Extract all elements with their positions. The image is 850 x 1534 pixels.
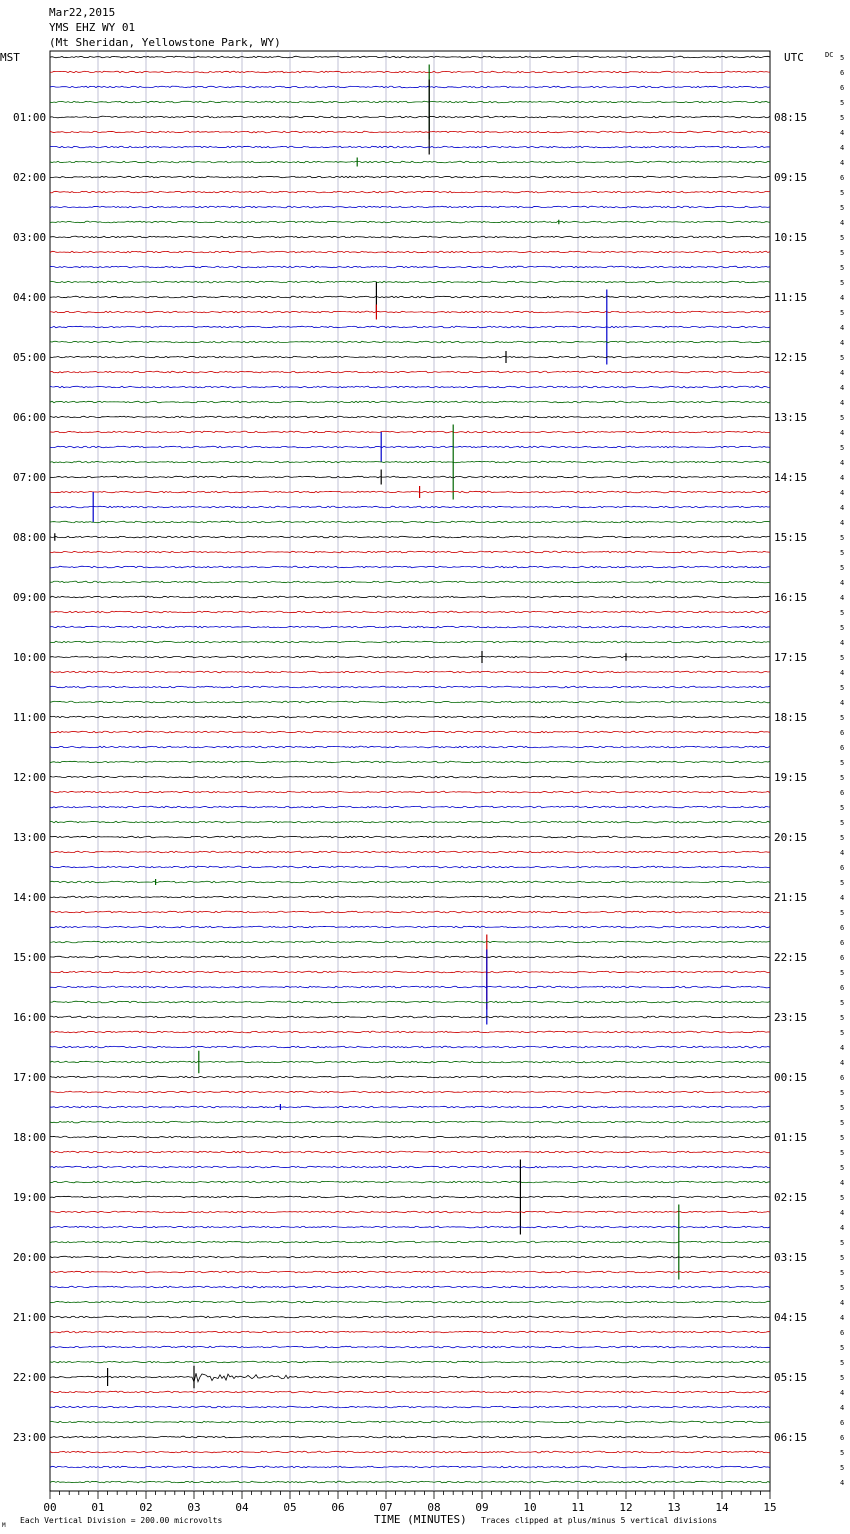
x-tick-label: 08 xyxy=(427,1501,441,1514)
dc-offset-label: 4 xyxy=(840,894,845,902)
dc-offset-label: 5 xyxy=(840,1464,845,1472)
trace-row xyxy=(50,971,770,973)
trace-row xyxy=(50,836,770,838)
trace-row xyxy=(50,1301,770,1303)
x-tick-label: 06 xyxy=(331,1501,345,1514)
left-hour-label: 12:00 xyxy=(13,771,47,784)
dc-offset-label: 6 xyxy=(840,84,845,92)
left-hour-label: 02:00 xyxy=(13,171,47,184)
dc-offset-label: 5 xyxy=(840,234,845,242)
right-hour-label: 00:15 xyxy=(774,1071,808,1084)
dc-offset-label: 5 xyxy=(840,1449,845,1457)
x-tick-label: 00 xyxy=(43,1501,57,1514)
trace-row xyxy=(50,866,770,868)
dc-offset-label: 4 xyxy=(840,669,845,677)
trace-row xyxy=(50,356,770,358)
trace-row xyxy=(50,1346,770,1348)
x-tick-label: 12 xyxy=(619,1501,633,1514)
trace-row xyxy=(50,911,770,913)
trace-row xyxy=(50,1001,770,1003)
dc-offset-label: 4 xyxy=(840,369,845,377)
left-hour-label: 08:00 xyxy=(13,531,47,544)
trace-row xyxy=(50,1076,770,1078)
dc-offset-label: 5 xyxy=(840,1284,845,1292)
trace-row xyxy=(50,296,770,298)
trace-row xyxy=(50,191,770,193)
dc-offset-label: 4 xyxy=(840,474,845,482)
trace-row xyxy=(50,446,770,448)
dc-offset-label: 5 xyxy=(840,999,845,1007)
station-label: YMS EHZ WY 01 xyxy=(49,21,136,34)
dc-offset-label: 6 xyxy=(840,174,845,182)
trace-row xyxy=(50,251,770,253)
trace-row xyxy=(50,776,770,778)
dc-offset-label: 4 xyxy=(840,1209,845,1217)
trace-row xyxy=(50,266,770,268)
dc-offset-label: 6 xyxy=(840,1329,845,1337)
trace-row xyxy=(50,131,770,133)
trace-row xyxy=(50,86,770,88)
left-hour-label: 18:00 xyxy=(13,1131,47,1144)
x-tick-label: 02 xyxy=(139,1501,153,1514)
x-tick-label: 05 xyxy=(283,1501,297,1514)
dc-offset-label: 4 xyxy=(840,849,845,857)
dc-offset-label: 4 xyxy=(840,1404,845,1412)
dc-offset-label: 5 xyxy=(840,609,845,617)
right-hour-label: 05:15 xyxy=(774,1371,808,1384)
trace-row xyxy=(50,761,770,763)
dc-offset-label: 4 xyxy=(840,429,845,437)
trace-row xyxy=(50,386,770,388)
x-axis-title: TIME (MINUTES) xyxy=(374,1513,467,1526)
trace-row xyxy=(50,176,770,178)
trace-row xyxy=(50,1421,770,1423)
trace-row xyxy=(50,1181,770,1183)
left-hour-label: 04:00 xyxy=(13,291,47,304)
trace-row xyxy=(50,1361,770,1363)
dc-offset-label: 5 xyxy=(840,1119,845,1127)
dc-offset-label: 5 xyxy=(840,684,845,692)
dc-offset-label: 4 xyxy=(840,1059,845,1067)
trace-row xyxy=(50,941,770,943)
trace-row xyxy=(50,371,770,373)
trace-row xyxy=(50,236,770,238)
trace-row xyxy=(50,461,770,463)
trace-row xyxy=(50,56,770,58)
right-hour-label: 23:15 xyxy=(774,1011,808,1024)
trace-row xyxy=(50,671,770,673)
right-hour-label: 17:15 xyxy=(774,651,808,664)
trace-row xyxy=(50,536,770,538)
dc-offset-label: 5 xyxy=(840,264,845,272)
right-hour-label: 18:15 xyxy=(774,711,808,724)
left-hour-label: 01:00 xyxy=(13,111,47,124)
right-hour-label: 06:15 xyxy=(774,1431,808,1444)
dc-offset-label: 5 xyxy=(840,1374,845,1382)
x-tick-label: 10 xyxy=(523,1501,537,1514)
left-hour-label: 15:00 xyxy=(13,951,47,964)
left-hour-label: 03:00 xyxy=(13,231,47,244)
right-hour-label: 08:15 xyxy=(774,111,808,124)
dc-offset-label: 4 xyxy=(840,459,845,467)
trace-row xyxy=(50,491,770,493)
dc-offset-label: 4 xyxy=(840,339,845,347)
trace-row xyxy=(50,161,770,163)
dc-offset-label: 5 xyxy=(840,204,845,212)
dc-offset-label: 5 xyxy=(840,534,845,542)
trace-row xyxy=(50,926,770,928)
trace-row xyxy=(50,1151,770,1153)
trace-row xyxy=(50,1286,770,1288)
dc-offset-label: 4 xyxy=(840,324,845,332)
x-tick-label: 15 xyxy=(763,1501,777,1514)
trace-row xyxy=(50,1121,770,1123)
right-hour-label: 09:15 xyxy=(774,171,808,184)
trace-row xyxy=(50,896,770,898)
x-tick-label: 14 xyxy=(715,1501,729,1514)
right-hour-label: 13:15 xyxy=(774,411,808,424)
dc-offset-label: 6 xyxy=(840,744,845,752)
left-hour-label: 05:00 xyxy=(13,351,47,364)
trace-row xyxy=(50,851,770,853)
dc-offset-label: 5 xyxy=(840,879,845,887)
dc-offset-label: 5 xyxy=(840,774,845,782)
trace-row xyxy=(50,656,770,658)
dc-offset-label: 5 xyxy=(840,804,845,812)
trace-row xyxy=(50,1031,770,1033)
trace-row xyxy=(50,326,770,328)
dc-offset-label: 4 xyxy=(840,1299,845,1307)
dc-offset-label: 6 xyxy=(840,69,845,77)
dc-offset-label: 6 xyxy=(840,954,845,962)
dc-offset-label: 6 xyxy=(840,789,845,797)
dc-offset-label: 6 xyxy=(840,939,845,947)
trace-row xyxy=(50,551,770,553)
trace-row xyxy=(50,506,770,508)
trace-row xyxy=(50,1466,770,1468)
x-tick-label: 03 xyxy=(187,1501,201,1514)
right-hour-label: 15:15 xyxy=(774,531,808,544)
dc-offset-label: 4 xyxy=(840,1479,845,1487)
right-hour-label: 11:15 xyxy=(774,291,808,304)
right-hour-label: 03:15 xyxy=(774,1251,808,1264)
trace-row xyxy=(50,1373,770,1382)
left-hour-label: 10:00 xyxy=(13,651,47,664)
dc-offset-label: 6 xyxy=(840,1074,845,1082)
dc-offset-label: 5 xyxy=(840,1104,845,1112)
trace-row xyxy=(50,206,770,208)
dc-offset-label: 5 xyxy=(840,1164,845,1172)
x-axis xyxy=(43,1491,776,1514)
trace-row xyxy=(50,1256,770,1258)
left-hour-label: 17:00 xyxy=(13,1071,47,1084)
right-hour-label: 10:15 xyxy=(774,231,808,244)
dc-offset-label: 5 xyxy=(840,54,845,62)
dc-offset-label: 5 xyxy=(840,189,845,197)
dc-offset-label: 5 xyxy=(840,969,845,977)
trace-row xyxy=(50,1271,770,1273)
trace-row xyxy=(50,1391,770,1393)
trace-row xyxy=(50,791,770,793)
left-hour-label: 06:00 xyxy=(13,411,47,424)
left-hour-label: 09:00 xyxy=(13,591,47,604)
trace-row xyxy=(50,806,770,808)
date-label: Mar22,2015 xyxy=(49,6,116,19)
trace-row xyxy=(50,731,770,733)
x-tick-label: 04 xyxy=(235,1501,249,1514)
right-hour-label: 22:15 xyxy=(774,951,808,964)
dc-offset-label: 5 xyxy=(840,549,845,557)
dc-offset-label: 6 xyxy=(840,864,845,872)
trace-row xyxy=(50,1241,770,1243)
trace-row xyxy=(50,1166,770,1168)
trace-row xyxy=(50,1481,770,1483)
trace-row xyxy=(50,116,770,118)
dc-offset-label: 5 xyxy=(840,414,845,422)
right-hour-label: 12:15 xyxy=(774,351,808,364)
trace-row xyxy=(50,1406,770,1408)
trace-row xyxy=(50,746,770,748)
trace-layer xyxy=(50,56,770,1483)
left-hour-label: 14:00 xyxy=(13,891,47,904)
dc-offset-label: 5 xyxy=(840,249,845,257)
dc-offset-label: 4 xyxy=(840,1389,845,1397)
dc-offset-label: 5 xyxy=(840,99,845,107)
trace-row xyxy=(50,566,770,568)
dc-offset-label: 5 xyxy=(840,819,845,827)
right-hour-label: 20:15 xyxy=(774,831,808,844)
dc-offset-label: 4 xyxy=(840,1224,845,1232)
dc-offset-label: 6 xyxy=(840,1419,845,1427)
right-hour-label: 19:15 xyxy=(774,771,808,784)
trace-row xyxy=(50,1196,770,1198)
corner-mark: M xyxy=(2,1522,6,1529)
dc-offset-label: 5 xyxy=(840,1029,845,1037)
dc-offset-label: 4 xyxy=(840,699,845,707)
dc-offset-label: 5 xyxy=(840,564,845,572)
trace-row xyxy=(50,1046,770,1048)
trace-row xyxy=(50,1016,770,1018)
dc-offset-label: 4 xyxy=(840,594,845,602)
dc-offset-label: 5 xyxy=(840,1194,845,1202)
dc-offset-label: 5 xyxy=(840,1359,845,1367)
left-hour-label: 19:00 xyxy=(13,1191,47,1204)
dc-offset-label: 5 xyxy=(840,309,845,317)
right-timezone-label: UTC xyxy=(784,51,804,64)
left-hour-label: 21:00 xyxy=(13,1311,47,1324)
right-hour-label: 01:15 xyxy=(774,1131,808,1144)
trace-row xyxy=(50,716,770,718)
left-hour-label: 16:00 xyxy=(13,1011,47,1024)
left-hour-label: 11:00 xyxy=(13,711,47,724)
dc-offset-label: 6 xyxy=(840,729,845,737)
trace-row xyxy=(50,1091,770,1093)
dc-offset-label: 4 xyxy=(840,519,845,527)
trace-row xyxy=(50,821,770,823)
dc-offset-label: 4 xyxy=(840,144,845,152)
trace-row xyxy=(50,1061,770,1063)
dc-offset-label: 5 xyxy=(840,1149,845,1157)
dc-offset-label: 5 xyxy=(840,444,845,452)
left-hour-label: 22:00 xyxy=(13,1371,47,1384)
trace-row xyxy=(50,221,770,223)
trace-row xyxy=(50,1331,770,1333)
trace-row xyxy=(50,581,770,583)
left-timezone-label: MST xyxy=(0,51,20,64)
dc-offset-label: 5 xyxy=(840,114,845,122)
x-tick-label: 13 xyxy=(667,1501,681,1514)
trace-row xyxy=(50,611,770,613)
trace-row xyxy=(50,281,770,283)
dc-offset-label: 5 xyxy=(840,279,845,287)
dc-offset-label: 4 xyxy=(840,489,845,497)
x-tick-label: 01 xyxy=(91,1501,105,1514)
location-label: (Mt Sheridan, Yellowstone Park, WY) xyxy=(49,36,281,49)
dc-offset-label: 4 xyxy=(840,1314,845,1322)
trace-row xyxy=(50,1436,770,1438)
dc-offset-label: 5 xyxy=(840,1089,845,1097)
trace-row xyxy=(50,1226,770,1228)
trace-row xyxy=(50,626,770,628)
dc-offset-label: 5 xyxy=(840,624,845,632)
dc-offset-label: 5 xyxy=(840,759,845,767)
trace-row xyxy=(50,686,770,688)
trace-row xyxy=(50,1316,770,1318)
trace-row xyxy=(50,311,770,313)
dc-offset-label: 4 xyxy=(840,159,845,167)
trace-row xyxy=(50,596,770,598)
trace-row xyxy=(50,521,770,523)
trace-row xyxy=(50,881,770,883)
left-hour-label: 07:00 xyxy=(13,471,47,484)
left-hour-label: 13:00 xyxy=(13,831,47,844)
dc-offset-label: 5 xyxy=(840,1014,845,1022)
dc-offset-label: 6 xyxy=(840,984,845,992)
right-hour-label: 21:15 xyxy=(774,891,808,904)
left-hour-label: 20:00 xyxy=(13,1251,47,1264)
dc-offset-label: 4 xyxy=(840,129,845,137)
trace-row xyxy=(50,101,770,103)
x-tick-label: 07 xyxy=(379,1501,393,1514)
trace-row xyxy=(50,986,770,988)
x-tick-label: 09 xyxy=(475,1501,489,1514)
dc-offset-label: 4 xyxy=(840,219,845,227)
dc-offset-label: 4 xyxy=(840,399,845,407)
trace-row xyxy=(50,641,770,643)
right-hour-label: 16:15 xyxy=(774,591,808,604)
dc-offset-label: 4 xyxy=(840,294,845,302)
dc-offset-label: 4 xyxy=(840,1044,845,1052)
dc-offset-label: 4 xyxy=(840,579,845,587)
trace-row xyxy=(50,1136,770,1138)
trace-row xyxy=(50,1211,770,1213)
scale-note: Each Vertical Division = 200.00 microvolts xyxy=(20,1516,223,1525)
dc-offset-label: 6 xyxy=(840,1434,845,1442)
trace-row xyxy=(50,701,770,703)
dc-offset-label: 5 xyxy=(840,1254,845,1262)
trace-row xyxy=(50,1106,770,1108)
dc-offset-label: 5 xyxy=(840,834,845,842)
dc-offset-label: 4 xyxy=(840,1179,845,1187)
right-hour-label: 02:15 xyxy=(774,1191,808,1204)
right-hour-label: 04:15 xyxy=(774,1311,808,1324)
dc-offset-label: 5 xyxy=(840,1134,845,1142)
dc-label: DC xyxy=(825,51,834,59)
right-hour-label: 14:15 xyxy=(774,471,808,484)
trace-row xyxy=(50,476,770,478)
left-hour-label: 23:00 xyxy=(13,1431,47,1444)
clip-note: Traces clipped at plus/minus 5 vertical divisions xyxy=(481,1516,718,1525)
dc-offset-label: 5 xyxy=(840,714,845,722)
dc-offset-label: 6 xyxy=(840,924,845,932)
dc-offset-label: 5 xyxy=(840,1344,845,1352)
trace-row xyxy=(50,1451,770,1453)
dc-offset-label: 4 xyxy=(840,639,845,647)
trace-row xyxy=(50,71,770,73)
trace-row xyxy=(50,341,770,343)
trace-row xyxy=(50,401,770,403)
dc-offset-label: 4 xyxy=(840,384,845,392)
trace-row xyxy=(50,956,770,958)
dc-offset-label: 5 xyxy=(840,654,845,662)
dc-offset-label: 5 xyxy=(840,354,845,362)
trace-row xyxy=(50,146,770,148)
dc-offset-label: 5 xyxy=(840,1269,845,1277)
trace-row xyxy=(50,416,770,418)
dc-offset-label: 5 xyxy=(840,909,845,917)
dc-offset-label: 5 xyxy=(840,1239,845,1247)
trace-row xyxy=(50,431,770,433)
x-tick-label: 11 xyxy=(571,1501,585,1514)
dc-offset-label: 4 xyxy=(840,504,845,512)
